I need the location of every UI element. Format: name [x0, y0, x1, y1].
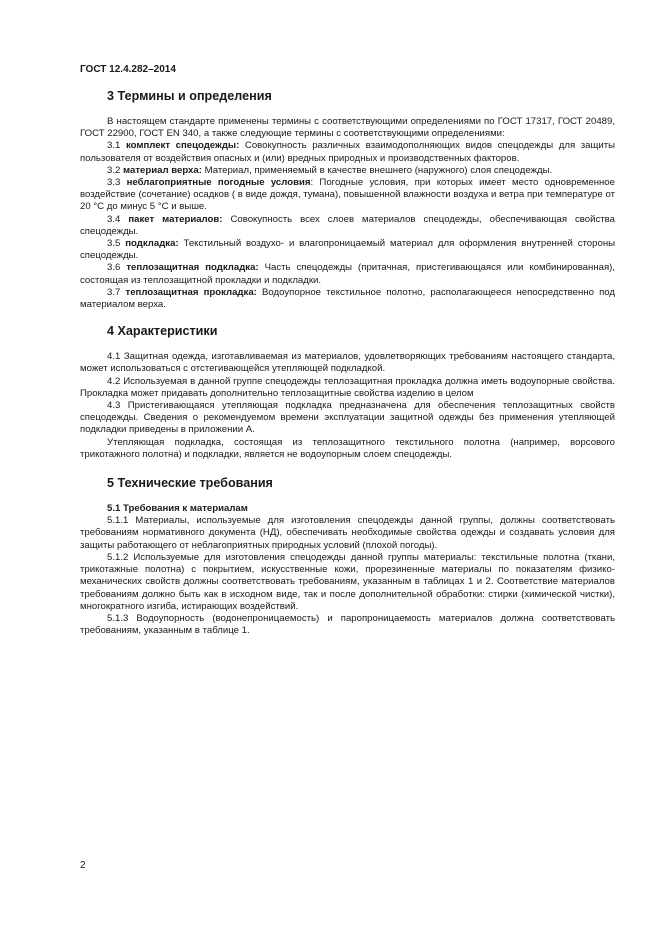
term-item: 3.1 комплект спецодежды: Совокупность различных взаимодополняющих видов спецодежды для защиты пользователя от воздействия опасных и (или) вредных природных и производственных факторов. [80, 140, 616, 164]
term-item: 3.3 неблагоприятные погодные условия: Погодные условия, при которых имеет место одновременное воздействие (сочетание) осадков ( в виде дождя, тумана), повышенной влажности воздуха и ветра при температуре от 20 °С до минус 5 °С и выше. [80, 177, 615, 213]
paragraph: 4.2 Используемая в данной группе спецодежды теплозащитная прокладка должна иметь водоупорные свойства. Прокладка может придавать дополнительно теплозащитные свойства изделию в целом [80, 375, 615, 399]
subsection-title: 5.1 Требования к материалам [107, 503, 248, 515]
paragraph: 5.1.1 Материалы, используемые для изготовления спецодежды данной группы, должны соответствовать требованиям нормативного документа (НД), обеспечивать необходимые свойства одежды и создавать условия для защиты работающего от неблагоприятных природных условий (плохой погоды). [80, 515, 615, 551]
section-title: 3 Термины и определения [107, 89, 272, 103]
section-characteristics [80, 323, 615, 461]
paragraph: 5.1.2 Используемые для изготовления спецодежды данной группы материалы: текстильные полотна (ткани, трикотажные полотна) с покрытием, искусственные кожи, прорезиненные материалы по показателям физико-механических свойств должны соответствовать требованиям, указанным в таблицах 1 и 2. Соответствие материалов требованиям должно быть как в исходном виде, так и после дополнительной обработки: стирки (химической чистки), многократного изгиба, истирающих воздействий. [80, 551, 615, 612]
page-number: 2 [80, 860, 86, 871]
section-title: 5 Технические требования [107, 476, 273, 491]
document-header: ГОСТ 12.4.282–2014 [80, 64, 176, 75]
section-requirements [80, 475, 615, 637]
paragraph: В настоящем стандарте применены термины с соответствующими определениями по ГОСТ 17317, ГОСТ 20489, ГОСТ 22900, ГОСТ EN 340, а также следующие термины с соответствующими определениями: [80, 116, 615, 140]
section-terms [80, 88, 615, 311]
document-body [80, 88, 615, 637]
term-item: 3.6 теплозащитная подкладка: Часть спецодежды (притачная, пристегивающаяся или комбинированная), состоящая из теплозащитной прокладки и подкладки. [80, 262, 616, 286]
paragraph: 4.1 Защитная одежда, изготавливаемая из материалов, удовлетворяющих требованиям настоящего стандарта, может использоваться с отстегивающейся утепляющей подкладкой. [80, 351, 615, 375]
paragraph: Утепляющая подкладка, состоящая из теплозащитного текстильного полотна (например, ворсового трикотажного полотна) и подкладки, является не водоупорным слоем спецодежды. [80, 436, 615, 460]
section-title: 4 Характеристики [107, 324, 218, 339]
term-item: 3.4 пакет материалов: Совокупность всех слоев материалов спецодежды, обеспечивающая свойства спецодежды. [80, 213, 616, 237]
paragraph: 4.3 Пристегивающаяся утепляющая подкладка предназначена для обеспечения теплозащитных свойств спецодежды. Сведения о рекомендуемом времени эксплуатации защитной одежды без применения утепляющей подкладки приведены в приложении А. [80, 400, 615, 436]
term-item: 3.2 материал верха: Материал, применяемый в качестве внешнего (наружного) слоя спецодежды. [107, 164, 553, 176]
term-item: 3.5 подкладка: Текстильный воздухо- и влагопроницаемый материал для оформления внутренней стороны спецодежды. [80, 238, 616, 262]
paragraph: 5.1.3 Водоупорность (водонепроницаемость) и паропроницаемость материалов должна соответствовать требованиям, указанным в таблице 1. [80, 612, 615, 637]
term-item: 3.7 теплозащитная прокладка: Водоупорное текстильное полотно, располагающееся непосредственно под материалом верха. [80, 286, 615, 311]
